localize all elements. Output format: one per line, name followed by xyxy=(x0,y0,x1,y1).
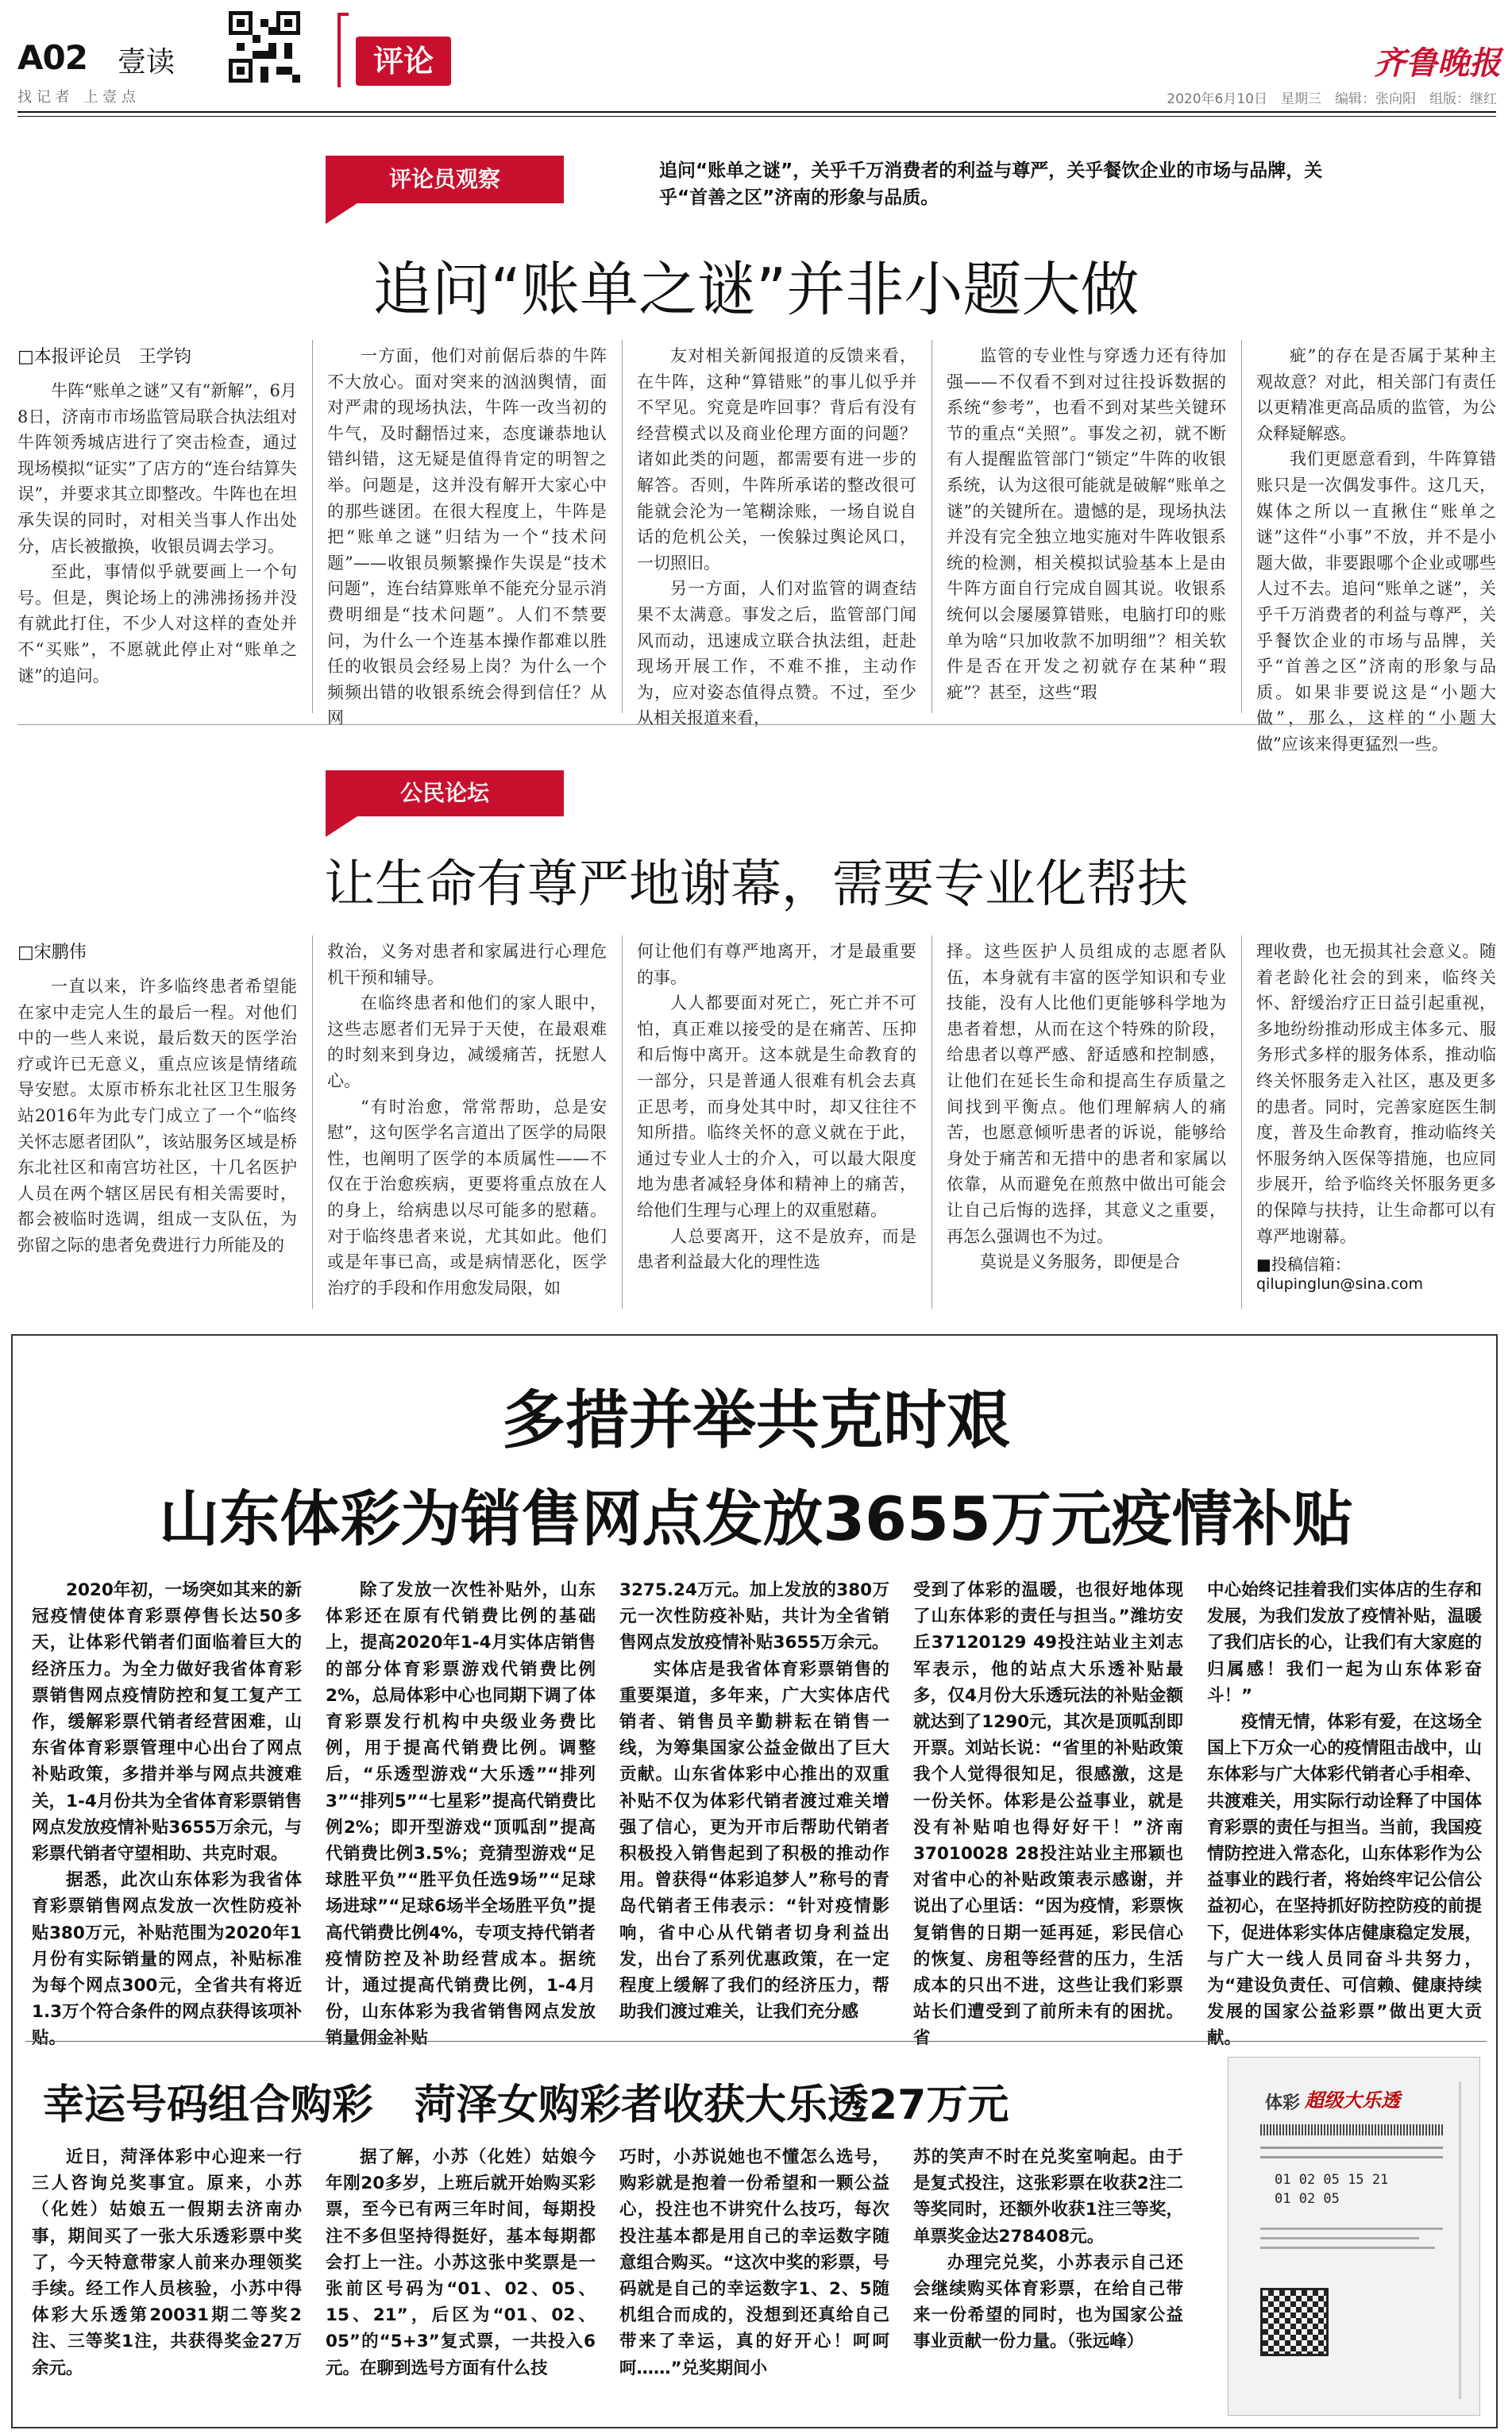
ticket-qr-icon xyxy=(1260,2288,1329,2356)
ticket-brand: 体彩 xyxy=(1265,2093,1301,2113)
paragraph: 莫说是义务服务，即便是合 xyxy=(980,1252,1180,1272)
column-divider xyxy=(1241,935,1242,1309)
article1-column-1 xyxy=(17,378,297,689)
article2-column-3 xyxy=(637,939,916,1275)
ticket-text-line xyxy=(1260,2237,1419,2239)
article1-byline: □本报评论员 王学钧 xyxy=(17,347,191,367)
paragraph: 监管的专业性与穿透力还有待加强——不仅看不到对过往投诉数据的系统“参考”，也看不到对某些关键环节的重点“关照”。事发之初，就不断有人提醒监管部门“锁定”牛阵的收银系统，认为这很可能就是破解“账单之谜”的关键所在。遗憾的是，现场执法并没有完全独立地实施对牛阵收银系统的检测，相关模拟试验基本上是由牛阵方面自行完成自圆其说。收银系统何以会屡屡算错账，电脑打印的账单为啥“只加收款不加明细”？相关软件是否在开发之初就存在某种“瑕疵”？甚至，这些“瑕 xyxy=(947,346,1226,702)
ticket-text-line xyxy=(1260,2228,1443,2230)
column-divider xyxy=(312,340,313,713)
paragraph: 近日，菏泽体彩中心迎来一行三人咨询兑奖事宜。原来，小苏（化姓）姑娘五一假期去济南办事，期间买了一张大乐透彩票中奖了，今天特意带家人前来办理领奖手续。经工作人员核验，小苏中得体彩大乐透第20031期二等奖2注、三等奖1注，共获得奖金27万余元。 xyxy=(32,2147,302,2378)
article2-column-5 xyxy=(1256,939,1496,1249)
paragraph: 除了发放一次性补贴外，山东体彩还在原有代销费比例的基础上，提高2020年1-4月实体店销售的部分体育彩票游戏代销费比例2%，总局体彩中心也同期下调了体育彩票发行机构中央级业务费比例，用于提高代销费比例。调整后，“乐透型游戏“大乐透”“排列3”“排列5”“七星彩”提高代销费比例2%；即开型游戏“顶呱刮”提高代销费比例3.5%；竞猜型游戏“足球胜平负”“胜平负任选9场”“足球场进球”“足球6场半全场胜平负”提高代销费比例4%，专项支持代销者疫情防控及补助经营成本。据统计，通过提高代销费比例，1-4月份，山东体彩为我省销售网点发放销量佣金补贴 xyxy=(326,1580,596,2049)
article3-column-1 xyxy=(32,1577,302,2052)
ticket-text-line xyxy=(1260,2247,1435,2249)
section-tab: 评论 xyxy=(356,37,451,86)
section-tab-bracket xyxy=(338,13,349,87)
header-slogan: 找 记 者 上 壹 点 xyxy=(17,89,136,106)
article3-title-1: 多措并举共克时艰 xyxy=(502,1383,1010,1457)
paragraph: “有时治愈，常常帮助，总是安慰”，这句医学名言道出了医学的局限性，也阐明了医学的本质属性——不仅在于治愈疾病，更要将重点放在人的身上，给病患以尽可能多的慰藉。对于临终患者来说，尤其如此。他们或是年事已高，或是病情恶化，医学治疗的手段和作用愈发局限，如 xyxy=(327,1097,607,1298)
paragraph: 疵”的存在是否属于某种主观故意？对此，相关部门有责任以更精准更高品质的监管，为公众释疑解惑。 xyxy=(1256,346,1496,443)
qr-code-icon xyxy=(229,11,300,98)
article1-deck: 追问“账单之谜”，关乎千万消费者的利益与尊严，关乎餐饮企业的市场与品牌，关乎“首善之区”济南的形象与品质。 xyxy=(659,160,1323,208)
section-divider xyxy=(25,2041,1487,2042)
article2-byline: □宋鹏伟 xyxy=(17,943,87,962)
article2-column-4 xyxy=(947,939,1226,1275)
article4-column-4 xyxy=(913,2144,1183,2355)
header-rule-thin xyxy=(17,116,1496,117)
paragraph: 人总要离开，这不是放弃，而是患者利益最大化的理性选 xyxy=(637,1226,916,1272)
article1-column-5 xyxy=(1256,343,1496,758)
article1-column-3 xyxy=(637,343,916,731)
article2-column-1 xyxy=(17,974,297,1259)
article2-tag: 公民论坛 xyxy=(326,770,564,816)
ticket-back-numbers: 01 02 05 xyxy=(1275,2191,1340,2207)
contact-label: ■投稿信箱： xyxy=(1256,1255,1351,1274)
paragraph: 在临终患者和他们的家人眼中，这些志愿者们无异于天使，在最艰难的时刻来到身边，减缓痛苦，抚慰人心。 xyxy=(327,993,607,1090)
brand-logo: 齐鲁晚报 xyxy=(1374,44,1501,82)
paragraph: 一方面，他们对前倨后恭的牛阵不大放心。面对突来的汹汹舆情，面对严肃的现场执法，牛阵一改当初的牛气，及时翻悟过来，态度谦恭地认错纠错，这无疑是值得肯定的明智之举。问题是，这并没有解开大家心中的那些谜团。在很大程度上，牛阵是把“账单之谜”归结为一个“技术问题”——收银员频繁操作失误是“技术问题”，连台结算账单不能充分显示消费明细是“技术问题”。人们不禁要问，为什么一个连基本操作都难以胜任的收银员会经易上岗？为什么一个频频出错的收银系统会得到信任？从网 xyxy=(327,346,607,728)
article1-column-4 xyxy=(947,343,1226,705)
contact-email[interactable]: qilupinglun@sina.com xyxy=(1256,1275,1423,1293)
paragraph: 疫情无情，体彩有爱，在这场全国上下万众一心的疫情阻击战中，山东体彩与广大体彩代销者心手相牵、共渡难关，用实际行动诠释了中国体育彩票的责任与担当。当前，我国疫情防控进入常态化，山东体彩作为公益事业的践行者，将始终牢记公信公益初心，在坚持抓好防控防疫的前提下，促进体彩实体店健康稳定发展，与广大一线人员同奋斗共努力，为“建设负责任、可信赖、健康持续发展的国家公益彩票”做出更大贡献。 xyxy=(1207,1712,1482,2049)
ticket-game: 超级大乐透 xyxy=(1305,2089,1400,2112)
article3-column-5 xyxy=(1207,1577,1482,2052)
article4-title: 幸运号码组合购彩 菏泽女购彩者收获大乐透27万元 xyxy=(43,2081,1009,2129)
article1-tag-pointer xyxy=(326,203,357,224)
paragraph: 理收费，也无损其社会意义。随着老龄化社会的到来，临终关怀、舒缓治疗正日益引起重视，多地纷纷推动形成主体多元、服务形式多样的服务体系，推动临终关怀服务走入社区，惠及更多的患者。同时，完善家庭医生制度，普及生命教育，推动临终关怀服务纳入医保等措施，也应同步展开，给予临终关怀服务更多的保障与扶持，让生命都可以有尊严地谢幕。 xyxy=(1256,942,1496,1246)
paragraph: 2020年初，一场突如其来的新冠疫情使体育彩票停售长达50多天，让体彩代销者们面临着巨大的经济压力。为全力做好我省体育彩票销售网点疫情防控和复工复产工作，缓解彩票代销者经营困难，山东省体育彩票管理中心出台了网点补贴政策，多措并举与网点共渡难关，1-4月份共为全省体育彩票销售网点发放疫情补贴3655万余元，与彩票代销者守望相助、共克时艰。 xyxy=(32,1580,302,1865)
article3-column-2 xyxy=(326,1577,596,2052)
paragraph: 人人都要面对死亡，死亡并不可怕，真正难以接受的是在痛苦、压抑和后悔中离开。这本就是生命教育的一部分，只是普通人很难有机会去真正思考，而身处其中时，却又往往不知所措。临终关怀的意义就在于此，通过专业人士的介入，可以最大限度地为患者减轻身体和精神上的痛苦，给他们生理与心理上的双重慰藉。 xyxy=(637,993,916,1220)
paragraph: 据了解，小苏（化姓）姑娘今年刚20多岁，上班后就开始购买彩票，至今已有两三年时间，每期投注不多但坚持得挺好，基本每期都会打上一注。小苏这张中奖票是一张前区号码为“01、02、05、15、21”，后区为“01、02、05”的“5+3”复式票，一共投入6元。在聊到选号方面有什么技 xyxy=(326,2147,596,2378)
article2-title: 让生命有尊严地谢幕，需要专业化帮扶 xyxy=(324,855,1188,914)
ticket-barcode xyxy=(1260,2124,1443,2135)
article3-column-4 xyxy=(913,1577,1183,2052)
article1-title: 追问“账单之谜”并非小题大做 xyxy=(372,256,1140,324)
article4-column-3 xyxy=(619,2144,889,2382)
paragraph: 苏的笑声不时在兑奖室响起。由于是复式投注，这张彩票在收获2注二等奖同时，还额外收获1注三等奖，单票奖金达278408元。 xyxy=(913,2147,1183,2247)
paragraph: 3275.24万元。加上发放的380万元一次性防疫补贴，共计为全省销售网点发放疫情补贴3655万余元。 xyxy=(619,1580,889,1653)
paragraph: 牛阵“账单之谜”又有“新解”，6月8日，济南市市场监管局联合执法组对牛阵领秀城店进行了突击检查，通过现场模拟“证实”了店方的“连台结算失误”，并要求其立即整改。牛阵也在坦承失误的同时，对相关当事人作出处分，店长被撤换，收银员调去学习。 xyxy=(17,381,297,556)
column-divider xyxy=(1241,340,1242,713)
paragraph: 中心始终记挂着我们实体店的生存和发展，为我们发放了疫情补贴，温暖了我们店长的心，让我们有大家庭的归属感！我们一起为山东体彩奋斗！” xyxy=(1207,1580,1482,1706)
page-code: A02 xyxy=(17,38,87,77)
paragraph: 据悉，此次山东体彩为我省体育彩票销售网点发放一次性防疫补贴380万元，补贴范围为2020年1月份有实际销量的网点，补贴标准为每个网点300元，全省共有将近1.3万个符合条件的网点获得该项补贴。 xyxy=(32,1870,302,2049)
paragraph: 择。这些医护人员组成的志愿者队伍，本身就有丰富的医学知识和专业技能，没有人比他们更能够科学地为患者着想，从而在这个特殊的阶段，给患者以尊严感、舒适感和控制感，让他们在延长生命和提高生存质量之间找到平衡点。他们理解病人的痛苦，也愿意倾听患者的诉说，能够给身处于痛苦和无措中的患者和家属以依靠，从而避免在煎熬中做出可能会让自己后悔的选择，其意义之重要，再怎么强调也不为过。 xyxy=(947,942,1226,1246)
article1-column-2 xyxy=(327,343,607,731)
article2-column-2 xyxy=(327,939,607,1301)
section-divider xyxy=(17,724,1496,725)
article4-column-1 xyxy=(32,2144,302,2382)
paragraph: 受到了体彩的温暖，也很好地体现了山东体彩的责任与担当。”潍坊安丘37120129 49投注站业主刘志军表示，他的站点大乐透补贴最多，仅4月份大乐透玩法的补贴金额就达到了1290元，其次是顶呱刮即开票。刘站长说：“省里的补贴政策我个人觉得很知足，很感激，这是一份关怀。体彩是公益事业，就是没有补贴咱也得好好干！”济南37010028 28投注站业主邢颖也对省中心的补贴政策表示感谢，并说出了心里话：“因为疫情，彩票恢复销售的日期一延再延，彩民信心的恢复、房租等经营的压力，生活成本的只出不进，这些让我们彩票站长们遭受到了前所未有的困扰。省 xyxy=(913,1580,1183,2049)
paragraph: 至此，事情似乎就要画上一个句号。但是，舆论场上的沸沸扬扬并没有就此打住，不少人对这样的查处并不“买账”，不愿就此停止对“账单之谜”的追问。 xyxy=(17,562,297,685)
ticket-text-line xyxy=(1260,2147,1443,2149)
article1-tag: 评论员观察 xyxy=(326,156,564,203)
ticket-text-line xyxy=(1260,2156,1443,2158)
paragraph: 办理完兑奖，小苏表示自己还会继续购买体育彩票，在给自己带来一份希望的同时，也为国家公益事业贡献一份力量。（张远峰） xyxy=(913,2252,1183,2352)
article2-tag-pointer xyxy=(326,816,357,837)
section-name: 壹读 xyxy=(118,46,176,79)
lottery-ticket-image xyxy=(1228,2057,1480,2416)
paragraph: 另一方面，人们对监管的调查结果不太满意。事发之后，监管部门闻风而动，迅速成立联合执法组，赶赴现场开展工作，不难不推，主动作为，应对姿态值得点赞。不过，至少从相关报道来看， xyxy=(637,579,916,728)
column-divider xyxy=(312,935,313,1309)
header-rule xyxy=(17,111,1496,113)
paragraph: 救治，义务对患者和家属进行心理危机干预和辅导。 xyxy=(327,942,607,987)
paragraph: 何让他们有尊严地离开，才是最重要的事。 xyxy=(637,942,916,987)
article4-column-2 xyxy=(326,2144,596,2382)
article3-column-3 xyxy=(619,1577,889,2025)
paragraph: 我们更愿意看到，牛阵算错账只是一次偶发事件。这几天，媒体之所以一直揪住“账单之谜”这件“小事”不放，并不是小题大做，非要跟哪个企业或哪些人过不去。追问“账单之谜”，关乎千万消费者的利益与尊严，关乎餐饮企业的市场与品牌，关乎“首善之区”济南的形象与品质。如果非要说这是“小题大做”，那么，这样的“小题大做”应该来得更猛烈一些。 xyxy=(1256,449,1496,754)
paragraph: 实体店是我省体育彩票销售的重要渠道，多年来，广大实体店代销者、销售员辛勤耕耘在销售一线，为筹集国家公益金做出了巨大贡献。山东省体彩中心推出的双重补贴不仅为体彩代销者渡过难关增强了信心，更为开市后帮助代销者积极投入销售起到了积极的推动作用。曾获得“体彩追梦人”称号的青岛代销者王伟表示：“针对疫情影响，省中心从代销者切身利益出发，出台了系列优惠政策，在一定程度上缓解了我们的经济压力，帮助我们渡过难关，让我们充分感 xyxy=(619,1659,889,2023)
paragraph: 一直以来，许多临终患者希望能在家中走完人生的最后一程。对他们中的一些人来说，最后数天的医学治疗或许已无意义，重点应该是情绪疏导安慰。太原市桥东北社区卫生服务站2016年为此专门成立了一个“临终关怀志愿者团队”，该站服务区域是桥东北社区和南宫坊社区，十几名医护人员在两个辖区居民有相关需要时，都会被临时选调，组成一支队伍，为弥留之际的患者免费进行力所能及的 xyxy=(17,977,297,1255)
ticket-front-numbers: 01 02 05 15 21 xyxy=(1275,2172,1389,2188)
ticket-side-text xyxy=(1459,2081,1461,2399)
column-divider xyxy=(622,935,623,1309)
article3-title-2: 山东体彩为销售网点发放3655万元疫情补贴 xyxy=(159,1483,1353,1554)
date-line: 2020年6月10日 星期三 编辑：张向阳 组版：继红 xyxy=(1167,91,1497,107)
paragraph: 友对相关新闻报道的反馈来看，在牛阵，这种“算错账”的事儿似乎并不罕见。究竟是咋回事？背后有没有经营模式以及商业伦理方面的问题？诸如此类的问题，都需要有进一步的解答。否则，牛阵所承诺的整改很可能就会沦为一笔糊涂账，一场自说自话的危机公关，一俟躲过舆论风口，一切照旧。 xyxy=(637,346,916,573)
paragraph: 巧时，小苏说她也不懂怎么选号，购彩就是抱着一份希望和一颗公益心，投注也不讲究什么技巧，每次投注基本都是用自己的幸运数字随意组合购买。“这次中奖的彩票，号码就是自己的幸运数字1、2、5随机组合而成的，没想到还真给自己带来了幸运，真的好开心！呵呵呵……”兑奖期间小 xyxy=(619,2147,889,2378)
column-divider xyxy=(622,340,623,713)
